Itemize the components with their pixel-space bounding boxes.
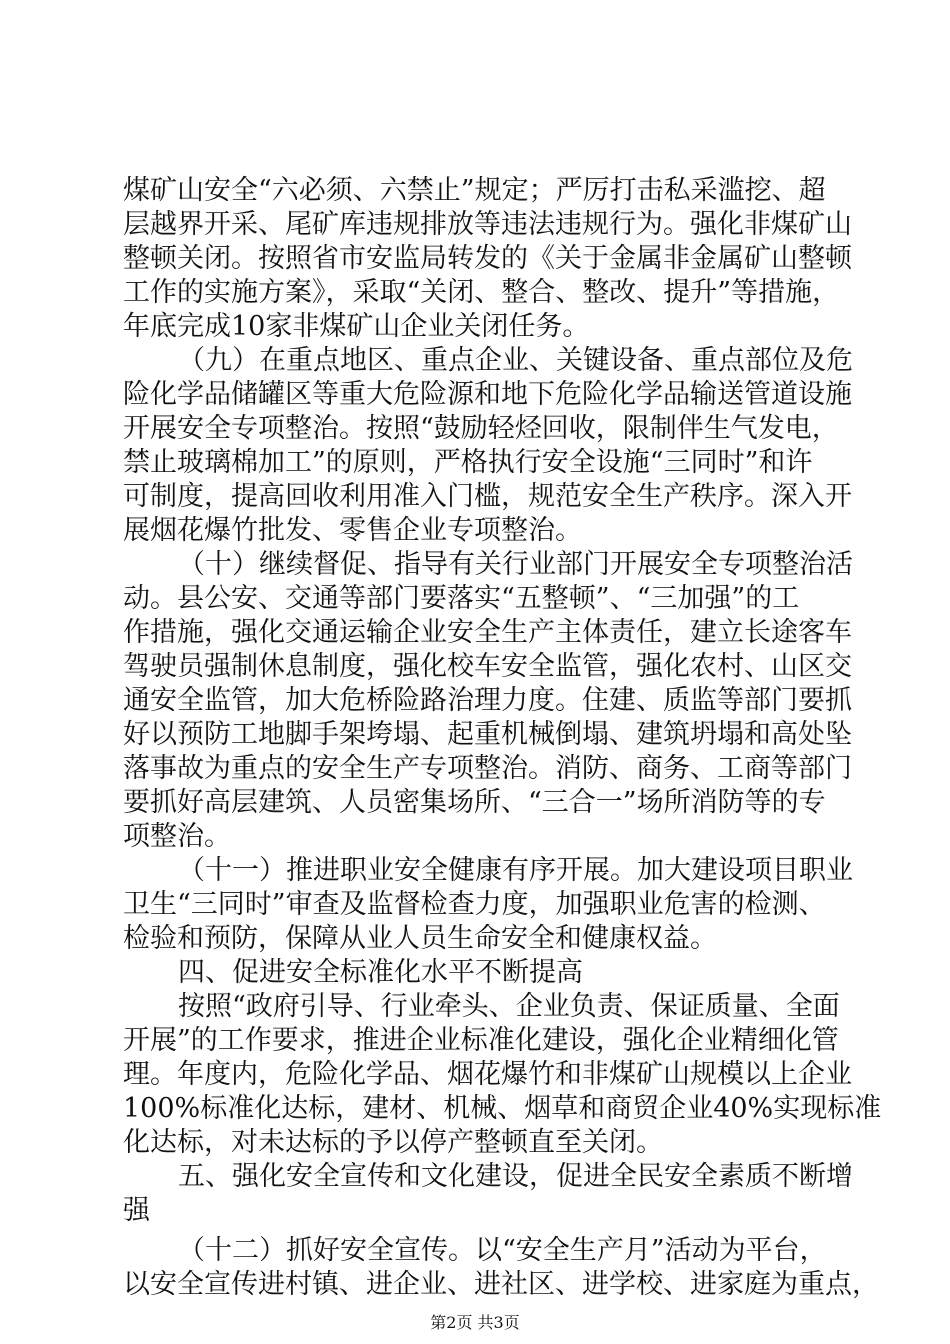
paragraph-first-line: （十二）抓好安全宣传。以“安全生产月”活动为平台， [178, 1235, 827, 1266]
body-text-line: 工作的实施方案》，采取“关闭、整合、整改、提升”等措施， [123, 277, 840, 308]
body-text-line: 年底完成10家非煤矿山企业关闭任务。 [123, 311, 590, 342]
body-text-line: 卫生“三同时”审查及监督检查力度，加强职业危害的检测、 [123, 889, 826, 920]
body-text-line: 驾驶员强制休息制度，强化校车安全监管，强化农村、山区交 [123, 651, 852, 682]
body-text-line: 险化学品储罐区等重大危险源和地下危险化学品输送管道设施 [123, 379, 852, 410]
body-text-line: 化达标，对未达标的予以停产整顿直至关闭。 [123, 1127, 663, 1158]
paragraph-first-line: （十一）推进职业安全健康有序开展。加大建设项目职业 [178, 855, 853, 886]
body-text-line: 理。年度内，危险化学品、烟花爆竹和非煤矿山规模以上企业 [123, 1059, 852, 1090]
page-number-footer: 第2页 共3页 [430, 1313, 520, 1332]
section-heading-continuation: 强 [123, 1195, 150, 1226]
body-text-line: 通安全监管，加大危桥险路治理力度。住建、质监等部门要抓 [123, 685, 852, 716]
section-heading: 四、促进安全标准化水平不断提高 [178, 957, 583, 988]
body-text-line: 以安全宣传进村镇、进企业、进社区、进学校、进家庭为重点， [123, 1269, 879, 1300]
body-text-line: 煤矿山安全“六必须、六禁止”规定；严厉打击私采滥挖、超 [123, 175, 826, 206]
body-text-line: 要抓好高层建筑、人员密集场所、“三合一”场所消防等的专 [123, 787, 826, 818]
paragraph-first-line: （九）在重点地区、重点企业、关键设备、重点部位及危 [178, 345, 853, 376]
section-heading: 五、强化安全宣传和文化建设，促进全民安全素质不断增 [178, 1161, 853, 1192]
paragraph-first-line: 按照“政府引导、行业牵头、企业负责、保证质量、全面 [178, 991, 840, 1022]
body-text-line: 检验和预防，保障从业人员生命安全和健康权益。 [123, 923, 717, 954]
body-text-line: 开展安全专项整治。按照“鼓励轻烃回收，限制伴生气发电， [123, 413, 839, 444]
body-text-line: 层越界开采、尾矿库违规排放等违法违规行为。强化非煤矿山 [123, 209, 852, 240]
body-text-line: 可制度，提高回收利用准入门槛，规范安全生产秩序。深入开 [123, 481, 852, 512]
body-text-line: 开展”的工作要求，推进企业标准化建设，强化企业精细化管 [123, 1025, 839, 1056]
paragraph-first-line: （十）继续督促、指导有关行业部门开展安全专项整治活 [178, 549, 853, 580]
body-text-line: 展烟花爆竹批发、零售企业专项整治。 [123, 515, 582, 546]
body-text-line: 禁止玻璃棉加工”的原则，严格执行安全设施“三同时”和许 [123, 447, 813, 478]
body-text-line: 整顿关闭。按照省市安监局转发的《关于金属非金属矿山整顿 [123, 243, 852, 274]
body-text-line: 好以预防工地脚手架垮塌、起重机械倒塌、建筑坍塌和高处坠 [123, 719, 852, 750]
body-text-line: 落事故为重点的安全生产专项整治。消防、商务、工商等部门 [123, 753, 852, 784]
body-text-line: 动。县公安、交通等部门要落实“五整顿”、“三加强”的工 [123, 583, 800, 614]
body-text-line: 100%标准化达标，建材、机械、烟草和商贸企业40%实现标准 [123, 1093, 882, 1124]
body-text-line: 作措施，强化交通运输企业安全生产主体责任，建立长途客车 [123, 617, 852, 648]
body-text-line: 项整治。 [123, 821, 231, 852]
